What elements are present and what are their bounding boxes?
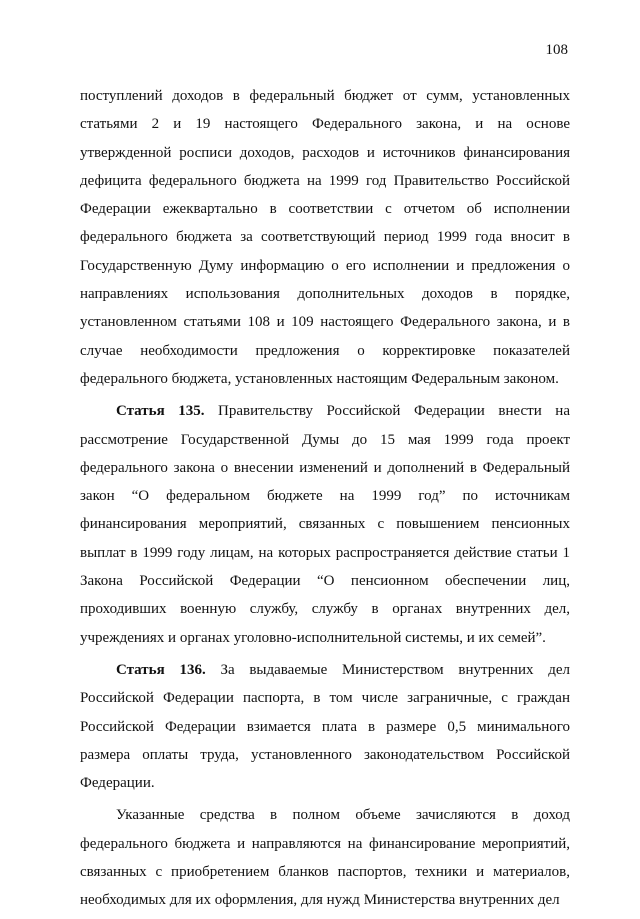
paragraph-funds — [80, 801, 570, 914]
page-number: 108 — [545, 42, 568, 58]
paragraph-text: Указанные средства в полном объеме зачисляются в доход федерального бюджета и направляются на финансирование мероприятий, связанных с приобретением бланков паспортов, техники и материалов, необходимых для их оформления, для нужд Министерства внутренних дел — [80, 807, 570, 909]
article-136 — [80, 656, 570, 797]
article-label: Статья 136. — [116, 661, 206, 678]
paragraph-continuation — [80, 82, 570, 393]
article-135 — [80, 397, 570, 652]
paragraph-text: поступлений доходов в федеральный бюджет от сумм, установленных статьями 2 и 19 настоящего Федерального закона, и на основе утвержденной росписи доходов, расходов и источников финансирования дефицита федерального бюджета на 1999 год Правительство Российской Федерации ежеквартально в соответствии с отчетом об исполнении федерального бюджета за соответствующий период 1999 года вносит в Государственную Думу информацию о его исполнении и предложения о направлениях использования дополнительных доходов в порядке, установленном статьями 108 и 109 настоящего Федерального закона, и в случае необходимости предложения о корректировке показателей федерального бюджета, установленных настоящим Федеральным законом. — [80, 88, 570, 387]
document-body — [80, 82, 570, 919]
article-label: Статья 135. — [116, 403, 205, 420]
paragraph-text: Правительству Российской Федерации внести на рассмотрение Государственной Думы до 15 мая 1999 года проект федерального закона о внесении изменений и дополнений в Федеральный закон “О федеральном бюджете на 1999 год” по источникам финансирования мероприятий, связанных с повышением пенсионных выплат в 1999 году лицам, на которых распространяется действие статьи 1 Закона Российской Федерации “О пенсионном обеспечении лиц, проходивших военную службу, службу в органах внутренних дел, учреждениях и органах уголовно-исполнительной системы, и их семей”. — [80, 403, 570, 646]
paragraph-text: За выдаваемые Министерством внутренних дел Российской Федерации паспорта, в том числе заграничные, с граждан Российской Федерации взимается плата в размере 0,5 минимального размера оплаты труда, установленного законодательством Российской Федерации. — [80, 661, 570, 792]
